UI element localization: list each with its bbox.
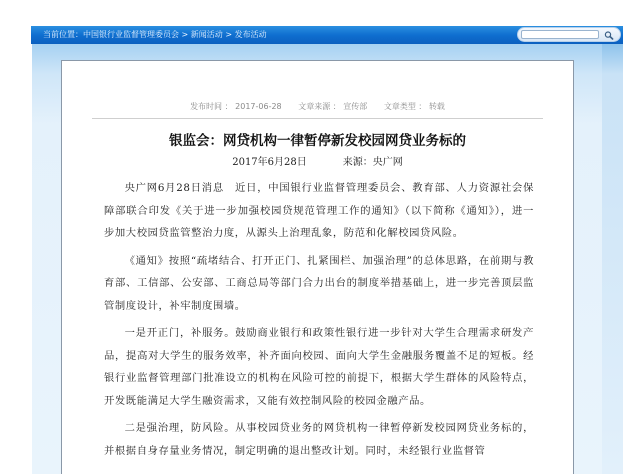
search-box: [517, 27, 621, 42]
top-navigation-bar: [31, 26, 623, 44]
page-frame-right: [602, 44, 623, 474]
article-body: [104, 177, 534, 462]
paragraph: 《通知》按照“疏堵结合、打开正门、扎紧围栏、加强治理”的总体思路，在前期与教育部、工信部、公安部、工商总局等部门合力出台的制度举措基础上，进一步完善顶层监管制度设计，补牢制度围墙。: [104, 254, 534, 312]
search-button[interactable]: [602, 30, 616, 40]
breadcrumb: [43, 29, 267, 41]
search-input[interactable]: [521, 30, 599, 39]
breadcrumb-separator: >: [222, 30, 235, 39]
article-date: 2017年6月28日: [232, 157, 307, 168]
meta-source: 文章来源 ： 宣传部: [298, 102, 368, 111]
breadcrumb-item-release[interactable]: 发布活动: [234, 30, 267, 39]
meta-publish-time: 发布时间 ： 2017-06-28: [190, 102, 282, 111]
breadcrumb-label: 当前位置：: [43, 30, 83, 39]
meta-type: 文章类型 ： 转载: [383, 102, 445, 111]
breadcrumb-item-cbrc[interactable]: 中国银行业监督管理委员会: [83, 30, 179, 39]
meta-divider: [92, 118, 543, 119]
article-origin: 来源：央广网: [342, 157, 403, 168]
paragraph: 二是强治理，防风险。从事校园贷业务的网贷机构一律暂停新发校园网贷业务标的，并根据自身存量业务情况，制定明确的退出整改计划。同时，未经银行业监督管: [104, 422, 534, 457]
article-title: 银监会：网贷机构一律暂停新发校园网贷业务标的: [169, 133, 466, 149]
breadcrumb-item-news[interactable]: 新闻活动: [190, 30, 223, 39]
article-container: [61, 60, 574, 474]
breadcrumb-separator: >: [179, 30, 191, 39]
article-subtitle: [62, 153, 573, 168]
article-meta: [62, 101, 573, 112]
paragraph: 央广网6月28日消息 近日，中国银行业监督管理委员会、教育部、人力资源社会保障部联合印发《关于进一步加强校园贷规范管理工作的通知》（以下简称《通知》），进一步加大校园贷监管整治力度，从源头上治理乱象，防范和化解校园贷风险。: [104, 182, 534, 239]
search-icon: [604, 31, 614, 40]
paragraph: 一是开正门，补服务。鼓励商业银行和政策性银行进一步针对大学生合理需求研发产品，提高对大学生的服务效率，补齐面向校园、面向大学生金融服务覆盖不足的短板。经银行业监督管理部门批准设立的机构在风险可控的前提下，根据大学生群体的风险特点，开发既能满足大学生融资需求，又能有效控制风险的校园金融产品。: [104, 327, 534, 407]
